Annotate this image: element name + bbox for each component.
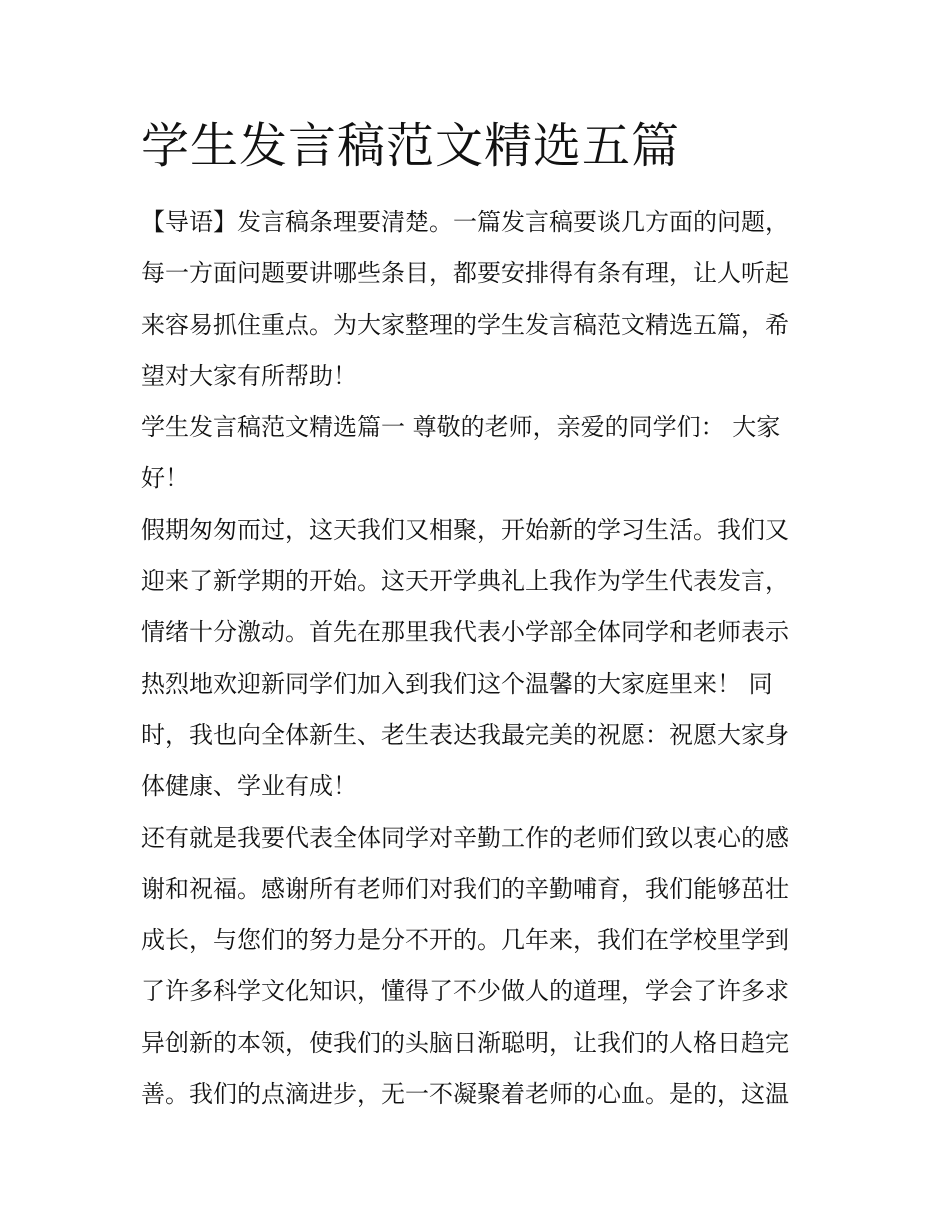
body-line: 学生发言稿范文精选篇一 尊敬的老师，亲爱的同学们： 大家 — [141, 413, 781, 442]
document-title: 学生发言稿范文精选五篇 — [141, 118, 681, 174]
body-line: 【导语】发言稿条理要清楚。一篇发言稿要谈几方面的问题， — [141, 208, 789, 236]
body-line: 迎来了新学期的开始。这天开学典礼上我作为学生代表发言， — [141, 567, 789, 596]
body-line: 假期匆匆而过，这天我们又相聚，开始新的学习生活。我们又 — [141, 515, 789, 544]
body-line: 善。我们的点滴进步，无一不凝聚着老师的心血。是的，这温 — [141, 1080, 789, 1109]
body-line: 谢和祝福。感谢所有老师们对我们的辛勤哺育，我们能够茁壮 — [141, 874, 789, 903]
body-line: 了许多科学文化知识，懂得了不少做人的道理，学会了许多求 — [141, 977, 789, 1006]
body-line: 体健康、学业有成！ — [141, 772, 357, 801]
body-line: 每一方面问题要讲哪些条目，都要安排得有条有理，让人听起 — [141, 259, 789, 288]
body-line: 来容易抓住重点。为大家整理的学生发言稿范文精选五篇，希 — [141, 310, 789, 339]
document-body — [141, 197, 821, 1120]
body-line: 热烈地欢迎新同学们加入到我们这个温馨的大家庭里来！ 同 — [141, 669, 773, 698]
body-line: 望对大家有所帮助！ — [141, 361, 357, 390]
body-line: 还有就是我要代表全体同学对辛勤工作的老师们致以衷心的感 — [141, 823, 789, 852]
body-line: 好！ — [141, 464, 189, 493]
body-line: 异创新的本领，使我们的头脑日渐聪明，让我们的人格日趋完 — [141, 1028, 789, 1057]
body-line: 成长，与您们的努力是分不开的。几年来，我们在学校里学到 — [141, 926, 789, 955]
body-line: 情绪十分激动。首先在那里我代表小学部全体同学和老师表示 — [141, 618, 789, 647]
body-line: 时，我也向全体新生、老生表达我最完美的祝愿：祝愿大家身 — [141, 720, 789, 749]
